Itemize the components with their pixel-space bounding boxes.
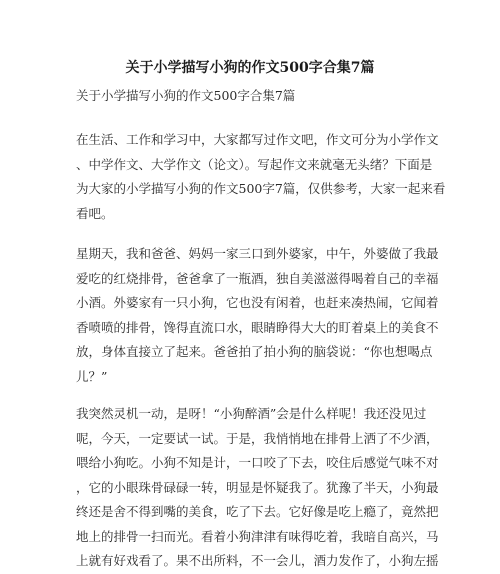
paragraph-line: 星期天，我和爸爸、妈妈一家三口到外婆家，中午，外婆做了我最 <box>76 246 439 261</box>
paragraph-line: 爱吃的红烧排骨，爸爸拿了一瓶酒，独自美滋滋得喝着自己的幸福 <box>76 270 439 286</box>
paragraph-line: 香喷喷的排骨，馋得直流口水，眼睛睁得大大的盯着桌上的美食不 <box>76 319 439 335</box>
paragraph-line: 呢，今天，一定要试一试。于是，我悄悄地在排骨上洒了不少酒， <box>76 430 439 446</box>
paragraph-line: 、中学作文、大学作文（论文）。写起作文来就毫无头绪？下面是 <box>76 156 433 172</box>
paragraph-line: 在生活、工作和学习中，大家都写过作文吧，作文可分为小学作文 <box>76 132 439 147</box>
paragraph-line: 上就有好戏看了。果不出所料，不一会儿，酒力发作了，小狗左摇 <box>76 553 439 568</box>
paragraph-line: ，它的小眼珠骨碌碌一转，明显是怀疑我了。犹豫了半天，小狗最 <box>76 479 439 495</box>
paragraph-line: 小酒。外婆家有一只小狗，它也没有闲着，也赶来凑热闹，它闻着 <box>76 295 439 310</box>
paragraph-line: 喂给小狗吃。小狗不知是计，一口咬了下去，咬住后感觉气味不对 <box>76 455 439 470</box>
paragraph-line: 为大家的小学描写小狗的作文500字7篇，仅供参考，大家一起来看 <box>76 181 446 196</box>
paragraph-line: 儿？” <box>76 368 108 384</box>
paragraph-intro <box>76 128 446 226</box>
paragraph-line: 终还是舍不得到嘴的美食，吃了下去。它好像是吃上瘾了，竟然把 <box>76 504 439 519</box>
document-title: 关于小学描写小狗的作文500字合集7篇 <box>125 60 375 76</box>
paragraph-line: 看吧。 <box>76 205 114 221</box>
paragraph-story-2 <box>76 402 439 574</box>
paragraph-line: 我突然灵机一动，是呀！“小狗醉酒”会是什么样呢！我还没见过 <box>76 406 427 421</box>
paragraph-line: 地上的排骨一扫而光。看着小狗津津有味得吃着，我暗自高兴，马 <box>76 528 439 544</box>
paragraph-story-1 <box>76 242 439 389</box>
paragraph-line: 放，身体直接立了起来。爸爸拍了拍小狗的脑袋说：“你也想喝点 <box>76 344 433 359</box>
document-subtitle: 关于小学描写小狗的作文500字合集7篇 <box>76 88 296 103</box>
